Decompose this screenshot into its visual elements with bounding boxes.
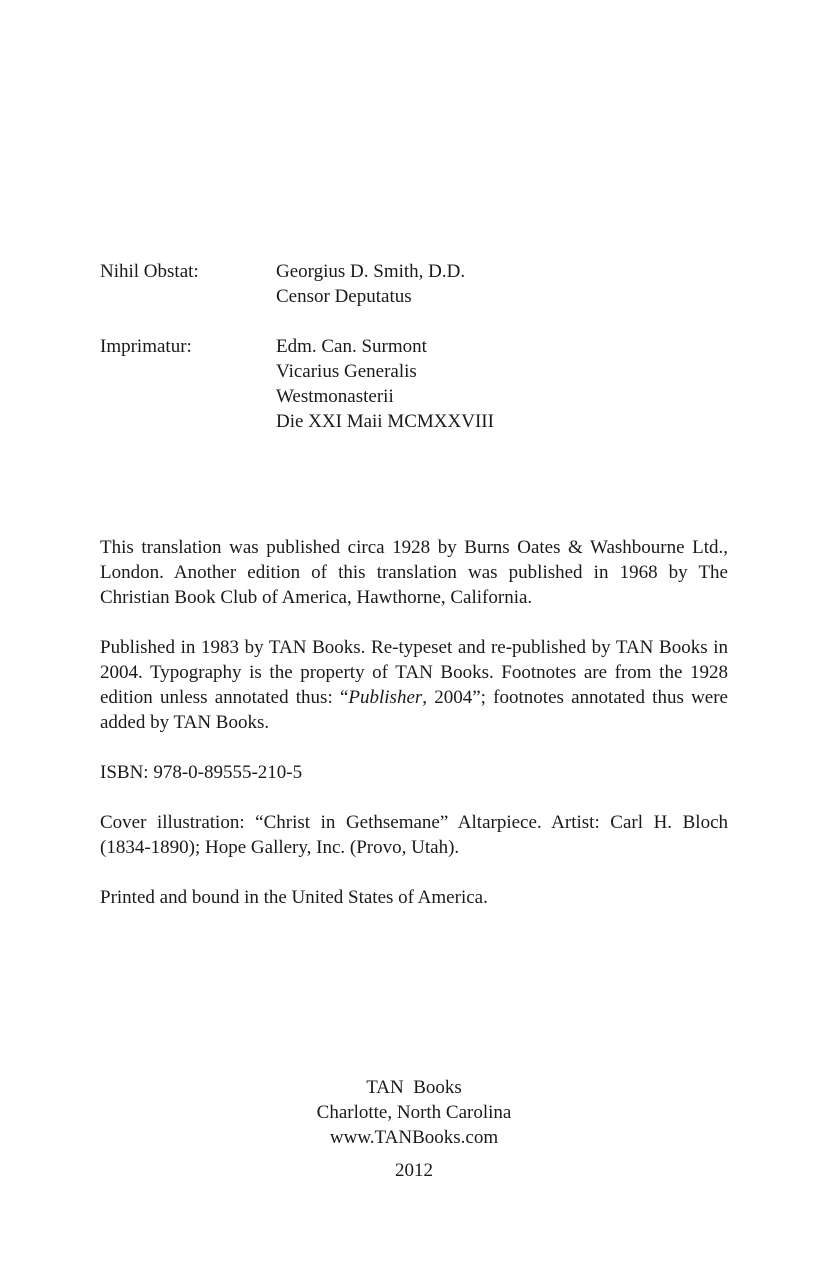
- nihil-obstat-label: Nihil Obstat:: [100, 261, 199, 282]
- imprimatur-row: [100, 334, 720, 434]
- imprimatur-line: Westmonasterii: [276, 386, 394, 407]
- imprimatur-line: Vicarius Generalis: [276, 361, 417, 382]
- publisher-website: www.TANBooks.com: [329, 1127, 499, 1148]
- isbn: ISBN: 978-0-89555-210-5: [100, 762, 303, 783]
- publication-note: [100, 635, 728, 735]
- publisher-name: TAN Books: [366, 1077, 462, 1098]
- copyright-notes: [100, 535, 728, 935]
- imprimatur-lines: [276, 334, 494, 434]
- nihil-obstat-line: Censor Deputatus: [276, 286, 412, 307]
- imprimatur-line: Die XXI Maii MCMXXVIII: [276, 411, 494, 432]
- translation-note: This translation was published circa 1928 by Burns Oates & Washbourne Ltd., London. Another edition of this translation was published in 1968 by The Christian Book Club of America, Hawthorne, California.: [100, 537, 728, 608]
- nihil-obstat-row: [100, 259, 720, 309]
- ecclesiastical-approval: [100, 259, 720, 459]
- printed-note: Printed and bound in the United States of America.: [100, 887, 488, 908]
- cover-illustration-note: Cover illustration: “Christ in Gethsemane” Altarpiece. Artist: Carl H. Bloch (1834-1890); Hope Gallery, Inc. (Provo, Utah).: [100, 812, 728, 858]
- imprimatur-label: Imprimatur:: [100, 336, 192, 357]
- nihil-obstat-lines: [276, 259, 465, 309]
- publication-year: 2012: [395, 1160, 433, 1181]
- publication-text-end: , 2004”; footnotes annotated thus were added by TAN Books.: [100, 687, 728, 733]
- publisher-imprint: [0, 1075, 828, 1183]
- publisher-location: Charlotte, North Carolina: [316, 1102, 512, 1123]
- nihil-obstat-line: Georgius D. Smith, D.D.: [276, 261, 466, 282]
- imprimatur-line: Edm. Can. Surmont: [276, 336, 427, 357]
- publication-text: Published in 1983 by TAN Books. Re-typeset and re-published by TAN Books in 2004. Typography is the property of TAN Books. Footnotes are from the 1928 edition unless annotated thus: “: [100, 637, 728, 708]
- publisher-annotation: Publisher: [348, 687, 423, 708]
